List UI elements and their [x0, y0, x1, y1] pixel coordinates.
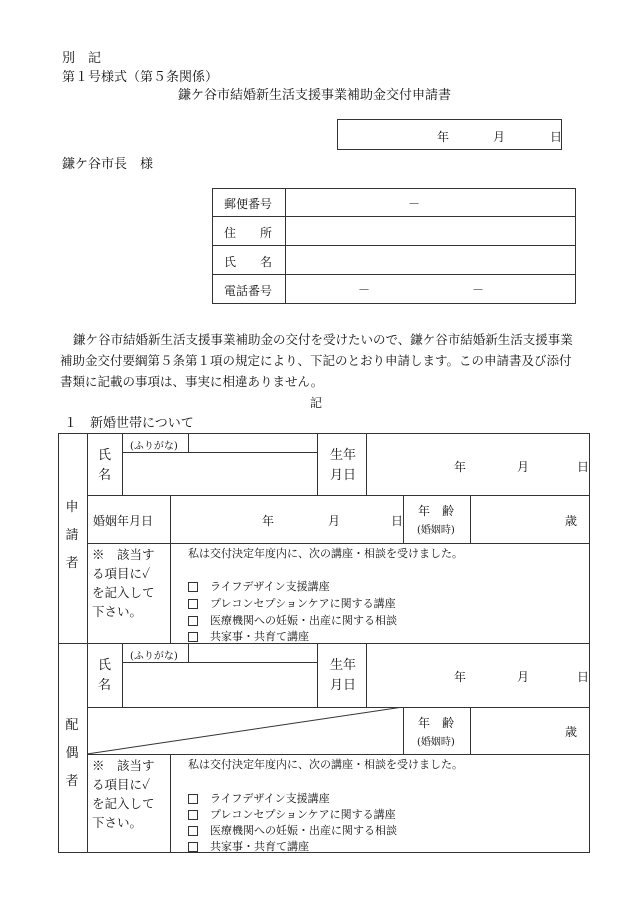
furigana-label: (ふりがな) [130, 651, 178, 662]
applicant-side-label: 申請者 [65, 500, 79, 571]
checkbox[interactable] [188, 826, 198, 836]
spouse-option[interactable] [188, 806, 396, 822]
applicant-declaration: 私は交付決定年度内に、次の講座・相談を受けました。 [188, 547, 463, 560]
postal-separator: － [408, 197, 421, 211]
age-unit: 歳 [565, 725, 578, 739]
address-field[interactable] [286, 217, 575, 244]
applicant-option[interactable] [188, 612, 397, 628]
applicant-check-note: ※ 該当する項目に✓を記入して下さい。 [92, 547, 155, 619]
spouse-option[interactable] [188, 838, 309, 854]
year-label: 年 [454, 670, 467, 684]
spouse-age-field[interactable] [471, 708, 589, 753]
day-label: 日 [577, 670, 590, 684]
address-label: 住 所 [224, 226, 273, 240]
spouse-option[interactable] [188, 790, 330, 806]
option-label: ライフデザイン支援講座 [210, 580, 330, 593]
declaration-paragraph: 鎌ケ谷市結婚新生活支援事業補助金の交付を受けたいので、鎌ケ谷市結婚新生活支援事業補助金交付要綱第５条第１項の規定により、下記のとおり申請します。この申請書及び添付書類に記載の事項は、事実に相違ありません。 [60, 332, 573, 389]
spouse-furigana-field[interactable] [189, 644, 316, 661]
age-unit: 歳 [565, 514, 578, 528]
spouse-birthdate-field[interactable] [367, 644, 589, 706]
checkbox[interactable] [188, 810, 198, 820]
applicant-age-label: 年 齢 [418, 504, 455, 518]
appendix-label: 別 記 [62, 51, 102, 66]
spouse-declaration: 私は交付決定年度内に、次の講座・相談を受けました。 [188, 758, 463, 771]
applicant-age-field[interactable] [471, 496, 589, 542]
addressee: 鎌ケ谷市長 様 [62, 157, 154, 172]
postal-code-field[interactable] [286, 189, 575, 216]
phone-field[interactable] [286, 275, 575, 303]
date-day-label: 日 [550, 130, 563, 144]
phone-separator: － [358, 283, 371, 297]
option-label: ライフデザイン支援講座 [210, 792, 330, 805]
year-label: 年 [454, 460, 467, 474]
checkbox[interactable] [188, 599, 198, 609]
date-month-label: 月 [493, 130, 506, 144]
name-field[interactable] [286, 246, 575, 273]
applicant-furigana-field[interactable] [189, 434, 316, 451]
furigana-label: (ふりがな) [130, 441, 178, 452]
ki-label: 記 [310, 396, 323, 410]
month-label: 月 [517, 670, 530, 684]
month-label: 月 [328, 514, 341, 528]
checkbox[interactable] [188, 616, 198, 626]
day-label: 日 [391, 514, 404, 528]
option-label: 医療機関への妊娠・出産に関する相談 [210, 824, 397, 837]
spouse-side-label: 配偶者 [65, 718, 79, 789]
checkbox[interactable] [188, 842, 198, 852]
checkbox[interactable] [188, 794, 198, 804]
spouse-name-field[interactable] [123, 663, 316, 706]
applicant-name-label: 氏名 [98, 448, 112, 483]
date-box[interactable] [337, 119, 562, 150]
year-label: 年 [262, 514, 275, 528]
section-heading: １ 新婚世帯について [64, 416, 194, 431]
option-label: プレコンセプションケアに関する講座 [210, 808, 396, 821]
option-label: プレコンセプションケアに関する講座 [210, 597, 396, 610]
spouse-check-note: ※ 該当する項目に✓を記入して下さい。 [92, 758, 155, 830]
phone-separator: － [472, 283, 485, 297]
option-label: 共家事・共育て講座 [210, 630, 309, 643]
applicant-name-field[interactable] [123, 453, 316, 494]
spouse-name-label: 氏名 [98, 658, 112, 693]
checkbox[interactable] [188, 582, 198, 592]
page-title: 鎌ケ谷市結婚新生活支援事業補助金交付申請書 [178, 88, 452, 103]
day-label: 日 [577, 460, 590, 474]
spouse-option[interactable] [188, 822, 397, 838]
applicant-birth-label: 生年月日 [330, 448, 357, 483]
checkbox[interactable] [188, 632, 198, 642]
form-number: 第１号様式（第５条関係） [62, 70, 219, 85]
date-year-label: 年 [437, 130, 450, 144]
diagonal-strike [87, 707, 403, 754]
option-label: 共家事・共育て講座 [210, 840, 309, 853]
applicant-birthdate-field[interactable] [367, 434, 589, 494]
applicant-option[interactable] [188, 628, 309, 644]
applicant-option[interactable] [188, 595, 396, 611]
marriage-date-field[interactable] [171, 496, 402, 542]
spouse-age-label: 年 齢 [418, 716, 455, 730]
phone-label: 電話番号 [224, 284, 273, 298]
option-label: 医療機関への妊娠・出産に関する相談 [210, 614, 397, 627]
name-label: 氏 名 [224, 255, 273, 269]
applicant-age-sub: (婚姻時) [417, 525, 455, 536]
spouse-age-sub: (婚姻時) [417, 737, 455, 748]
month-label: 月 [517, 460, 530, 474]
spouse-birth-label: 生年月日 [330, 658, 357, 693]
applicant-option[interactable] [188, 578, 330, 594]
marriage-date-label: 婚姻年月日 [93, 514, 154, 528]
postal-code-label: 郵便番号 [224, 197, 273, 211]
